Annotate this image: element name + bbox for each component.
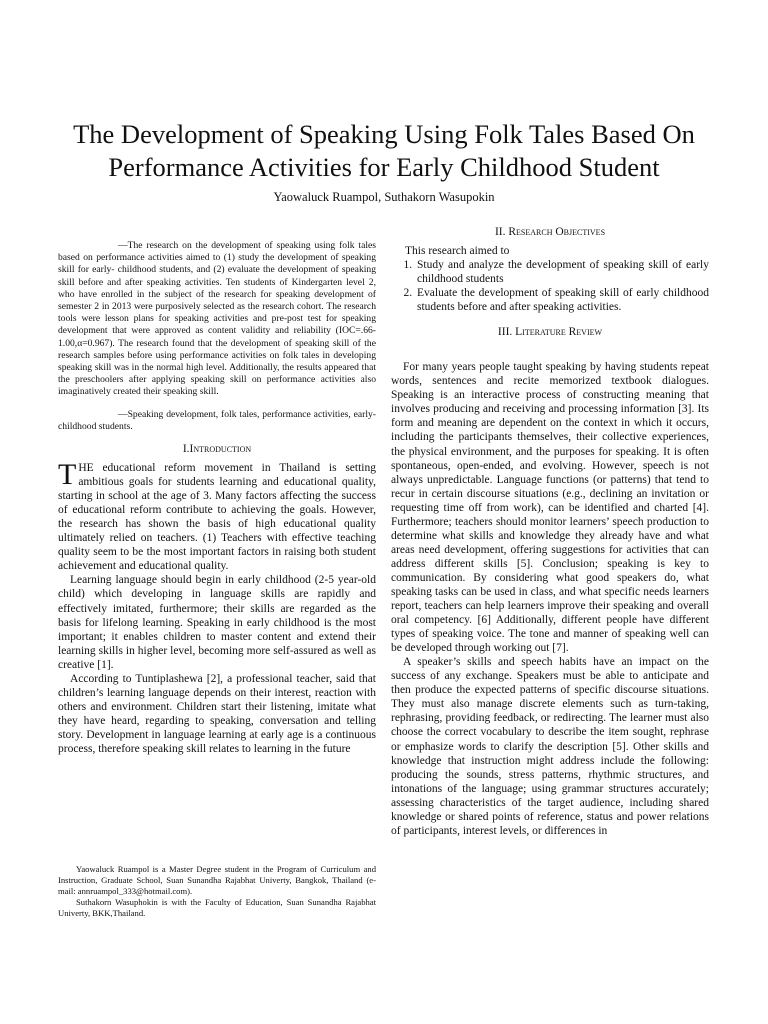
list-item: 2. Evaluate the development of speaking skill of early childhood students before and after speaking activities. [415,286,709,314]
intro-paragraph-1 [58,458,376,573]
literature-paragraph-2: A speaker’s skills and speech habits have an impact on the success of any exchange. Speakers must be able to anticipate and then produce the expected patterns of specific discourse situations. They must also manage discrete elements such as turn-taking, rephrasing, providing feedback, or redirecting. The learner must also choose the correct vocabulary to describe the item sought, rephrase or emphasize words to clarify the description [5]. Other skills and knowledge that instruction might address include the following: producing the sounds, stress patterns, rhythmic structures, and intonations of the language; using grammar structures accurately; assessing characteristics of the target audience, including shared knowledge or shared points of reference, status and power relations of participants, interest levels, or differences in [391,656,709,837]
footnotes [58,864,376,919]
intro-paragraph-3: According to Tuntiplashewa [2], a professional teacher, said that children’s learning language depends on their interest, reaction with others and environment. Children start their listening, imitate what they have heard, regarding to speaking, conversation and telling story. Development in language learning at early age is a continuous process, therefore speaking skill relates to learning in the future [58,672,376,755]
intro-paragraph-2: Learning language should begin in early childhood (2-5 year-old child) which developing in language skills are rapidly and effectively imitated, furthermore; their skills are regarded as the basis for lifelong learning. Speaking in early childhood is the most important; it enables children to master content and extend their learning skills in higher level, becoming more self-assured as well as creative [1]. [58,574,376,671]
list-item: 1. Study and analyze the development of speaking skill of early childhood students [415,258,709,286]
objectives-list [391,258,709,314]
section-heading-introduction: I.Introduction [182,443,252,456]
keywords: —Speaking development, folk tales, performance activities, early-childhood students. [58,408,376,432]
objectives-intro: This research aimed to [405,245,510,257]
section-heading-literature: III. Literature Review [497,326,603,339]
drop-cap: T [58,458,77,492]
right-column [391,226,709,838]
intro-paragraph-1-text: HE educational reform movement in Thailand is setting ambitious goals for students learning and educational quality, starting in school at the age of 3. Many factors affecting the success of educational reform contribute to achieving the goals. However, the research has shown the basis of high educational quality ultimately relied on teachers. (1) Teachers with effective teaching quality seem to be the most important factors in raising both student achievement and educational quality. [58,462,376,573]
abstract: —The research on the development of speaking using folk tales based on performance activities aimed to (1) study the development of speaking skill for early- childhood students, and (2) evaluate the development of speaking skill before and after speaking activities. Ten students of Kindergarten level 2, who have enrolled in the subject of the research for speaking development of semester 2 in 2013 were purposively selected as the research cohort. The research tools were lesson plans for speaking activities and pre-post test for speaking development that were approved as content validity and reliability (IOC=.66-1.00,α=0.967). The research found that the development of speaking skill of the research samples before using performance activities on folk tales in developing speaking skill was in the normal high level. Additionally, the results appeared that the preschoolers after applying speaking skill on performance activities also imaginatively created their speaking skill. [58,240,376,398]
literature-paragraph-1: For many years people taught speaking by having students repeat words, sentences and recite memorized textbook dialogues. Speaking is an interactive process of constructing meaning that involves producing and receiving and processing information [3]. Its form and meaning are dependent on the context in which it occurs, including the participants themselves, their collective experiences, the physical environment, and the purposes for speaking. It is often spontaneous, open-ended, and evolving. However, speech is not always unpredictable. Language functions (or patterns) that tend to recur in certain discourse situations (e.g., declining an invitation or requesting time off from work), can be identified and charted [4]. Furthermore; teachers should monitor learners’ speech production to determine what skills and knowledge they already have and what areas need development, offering suggestions for activities that can address different skills [5]. Conclusion; speaking is key to communication. By considering what good speakers do, what speaking tasks can be used in class, and what specific needs learners report, teachers can help learners improve their speaking and overall oral competency. [6] Additionally, different people have different types of speaking voice. The tone and manner of speaking well can be developed through working out [7]. [391,361,709,655]
section-heading-objectives: II. Research Objectives [494,226,606,238]
footnote-author-2: Suthakorn Wasuphokin is with the Faculty of Education, Suan Sunandha Rajabhat Univerty, BKK,Thailand. [58,897,376,918]
paper-title: The Development of Speaking Using Folk Tales Based On Performance Activities for Early Childhood Student [73,119,695,182]
author-line: Yaowaluck Ruampol, Suthakorn Wasupokin [273,190,495,204]
left-column [58,240,376,756]
footnote-author-1: Yaowaluck Ruampol is a Master Degree student in the Program of Curriculum and Instruction, Graduate School, Suan Sunandha Rajabhat Univerty, Bangkok, Thailand (e-mail: annruampol_333@hotmail.com). [58,864,376,896]
